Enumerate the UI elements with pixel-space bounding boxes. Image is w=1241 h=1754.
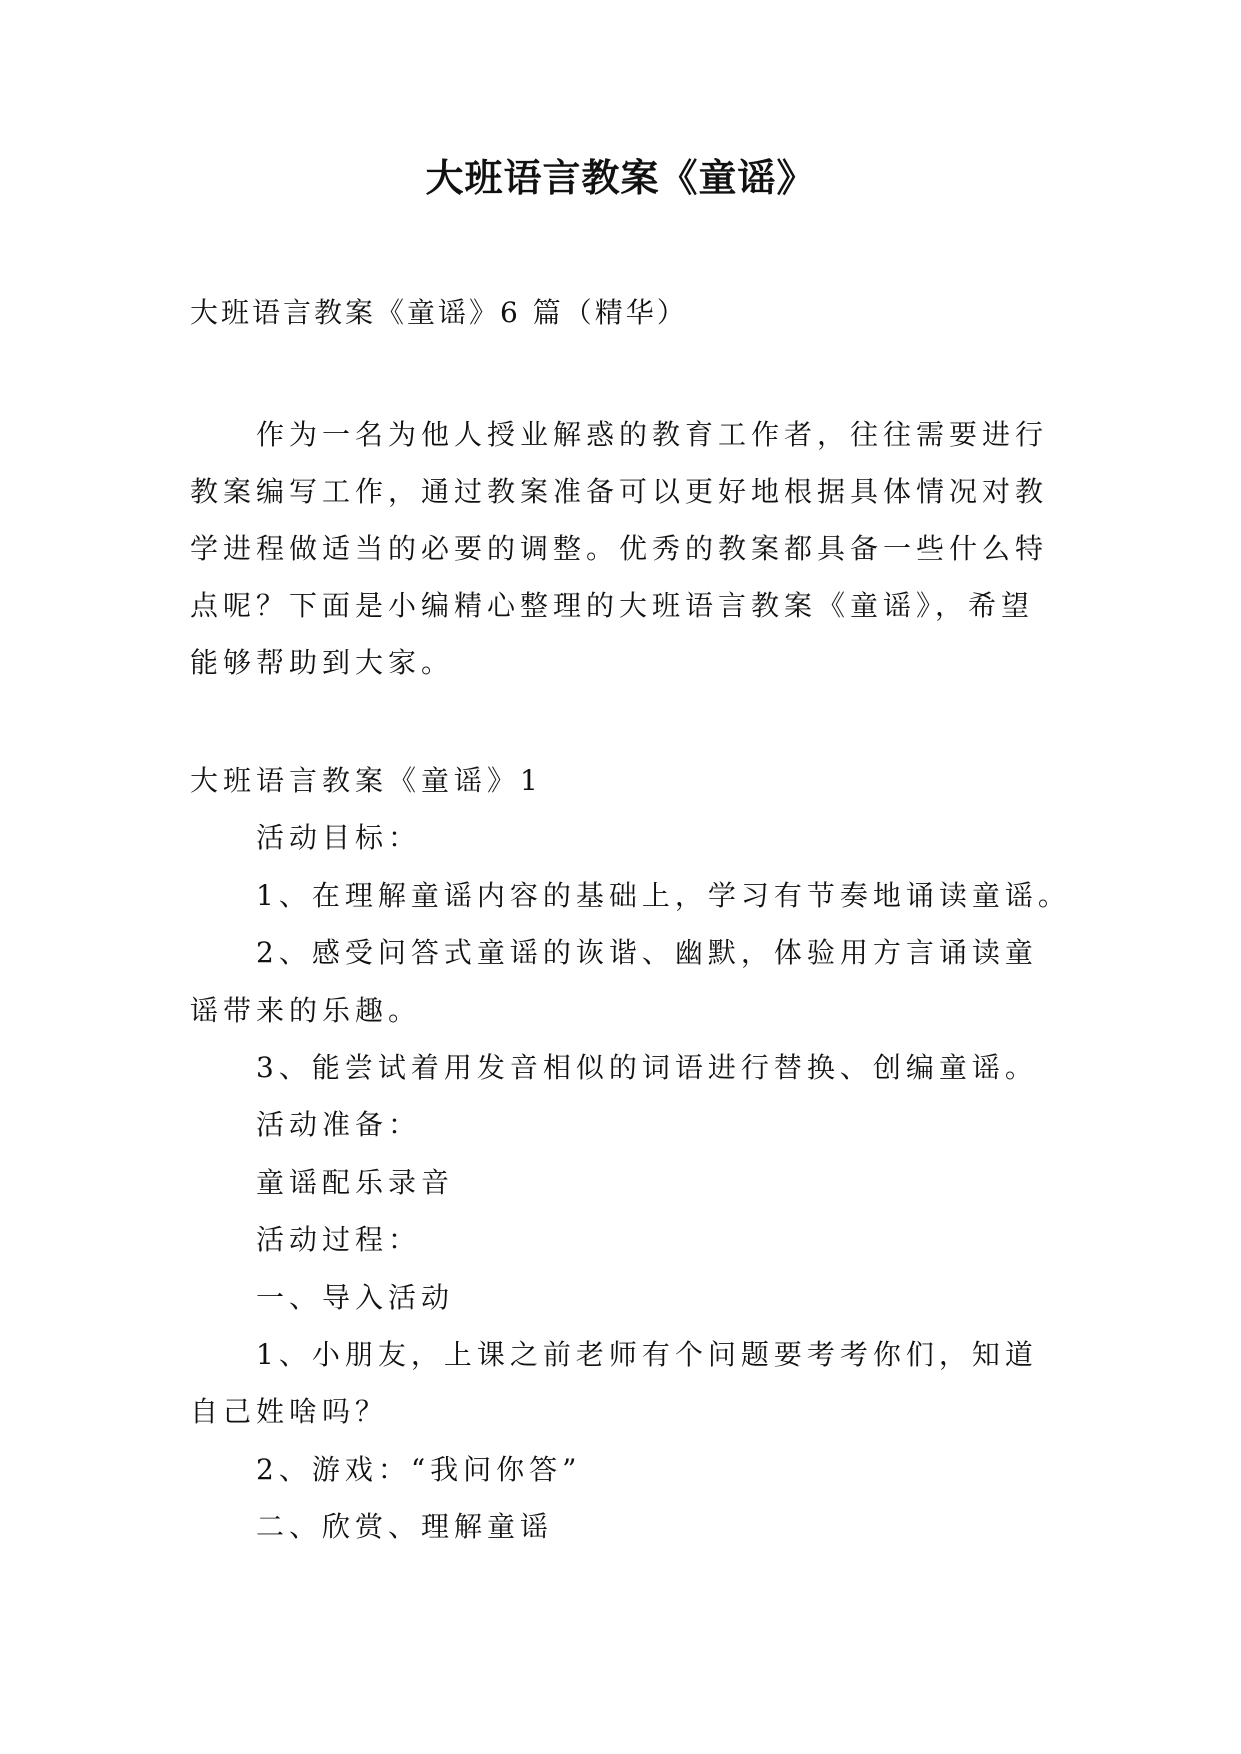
body-line: 活动准备： [256,1108,422,1142]
document-subtitle: 大班语言教案《童谣》6 篇（精华） [190,296,688,329]
intro-line: 能够帮助到大家。 [190,646,455,679]
lesson-body [190,752,1090,1555]
intro-line: 点呢？下面是小编精心整理的大班语言教案《童谣》，希望 [190,589,1035,622]
intro-line: 教案编写工作，通过教案准备可以更好地根据具体情况对教 [190,475,1049,508]
body-line: 1、在理解童谣内容的基础上，学习有节奏地诵读童谣。 [256,878,1071,912]
body-line: 活动目标： [256,821,422,855]
intro-paragraph [190,406,1070,691]
body-line: 谣带来的乐趣。 [190,993,422,1027]
intro-line: 学进程做适当的必要的调整。优秀的教案都具备一些什么特 [190,532,1049,565]
section-heading: 大班语言教案《童谣》1 [190,764,543,797]
body-line: 自己姓啥吗？ [190,1395,389,1429]
body-line: 3、能尝试着用发音相似的词语进行替换、创编童谣。 [256,1050,1038,1084]
body-line: 一、导入活动 [256,1280,455,1314]
body-line: 童谣配乐录音 [256,1165,455,1199]
body-line: 1、小朋友，上课之前老师有个问题要考考你们，知道 [256,1337,1038,1371]
intro-line: 作为一名为他人授业解惑的教育工作者，往往需要进行 [256,418,1049,451]
body-line: 活动过程： [256,1223,422,1257]
body-line: 2、游戏：“我问你答” [256,1452,582,1486]
body-line: 二、欣赏、理解童谣 [256,1510,554,1544]
page-title: 大班语言教案《童谣》 [425,155,816,200]
body-line: 2、感受问答式童谣的诙谐、幽默，体验用方言诵读童 [256,936,1038,970]
